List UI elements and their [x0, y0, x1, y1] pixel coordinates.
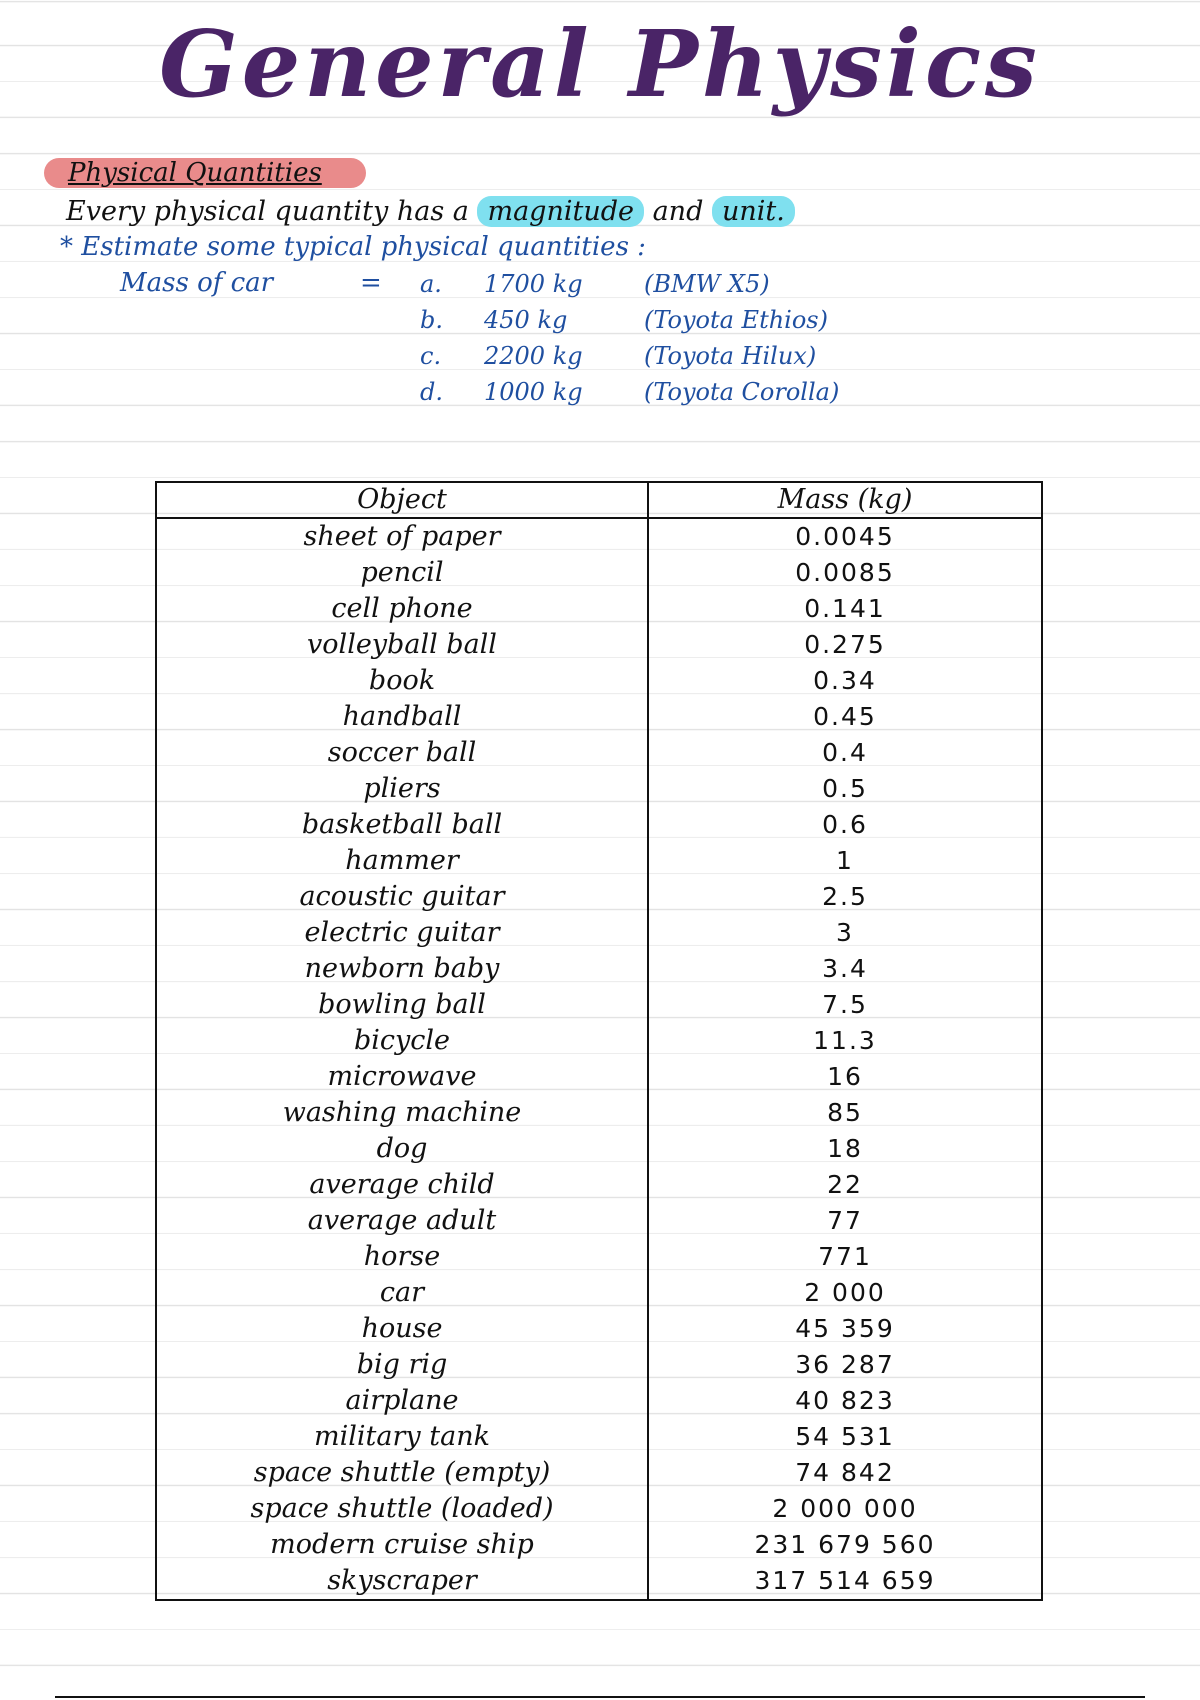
mass-cell: 0.141	[804, 594, 886, 623]
option-key: c.	[420, 342, 442, 370]
option-value: 1000 kg	[484, 378, 583, 406]
object-cell: hammer	[156, 843, 648, 879]
table-row	[156, 518, 1042, 555]
object-cell: pliers	[156, 771, 648, 807]
option-value: 2200 kg	[484, 342, 583, 370]
option-key: b.	[420, 306, 443, 334]
option-c	[420, 342, 816, 370]
table-row	[156, 699, 1042, 735]
object-cell: average child	[156, 1167, 648, 1203]
mass-cell: 74 842	[795, 1458, 895, 1487]
table-row	[156, 1131, 1042, 1167]
mass-cell: 11.3	[813, 1026, 877, 1055]
table-row	[156, 987, 1042, 1023]
mass-cell: 0.4	[822, 738, 868, 767]
object-cell: skyscraper	[156, 1563, 648, 1600]
option-b	[420, 306, 828, 334]
option-value: 1700 kg	[484, 270, 583, 298]
object-cell: space shuttle (loaded)	[156, 1491, 648, 1527]
table-row	[156, 771, 1042, 807]
section-heading: Physical Quantities	[44, 158, 366, 188]
highlight-unit: unit.	[712, 196, 795, 227]
table-row	[156, 1203, 1042, 1239]
mass-cell: 0.0045	[795, 522, 895, 551]
object-cell: sheet of paper	[156, 518, 648, 555]
object-cell: car	[156, 1275, 648, 1311]
object-cell: bicycle	[156, 1023, 648, 1059]
option-d	[420, 378, 839, 406]
object-cell: handball	[156, 699, 648, 735]
statement-connector: and	[644, 196, 712, 227]
mass-cell: 0.6	[822, 810, 868, 839]
table-row	[156, 951, 1042, 987]
mass-cell: 40 823	[795, 1386, 895, 1415]
option-note: (BMW X5)	[644, 270, 770, 298]
object-cell: average adult	[156, 1203, 648, 1239]
mass-cell: 771	[818, 1242, 872, 1271]
mass-table	[155, 481, 1043, 1601]
table-row	[156, 1455, 1042, 1491]
object-cell: space shuttle (empty)	[156, 1455, 648, 1491]
table-row	[156, 807, 1042, 843]
object-cell: newborn baby	[156, 951, 648, 987]
column-header-object: Object	[156, 482, 648, 518]
object-cell: pencil	[156, 555, 648, 591]
mass-cell: 2 000 000	[772, 1494, 918, 1523]
object-cell: washing machine	[156, 1095, 648, 1131]
object-cell: book	[156, 663, 648, 699]
bottom-divider	[55, 1696, 1145, 1698]
table-body	[156, 518, 1042, 1600]
mass-cell: 16	[827, 1062, 863, 1091]
table-row	[156, 879, 1042, 915]
option-note: (Toyota Hilux)	[644, 342, 817, 370]
mass-of-car-label: Mass of car	[120, 268, 274, 298]
option-key: d.	[420, 378, 443, 406]
page-title: General Physics	[159, 10, 1041, 118]
mass-cell: 36 287	[795, 1350, 895, 1379]
table-row	[156, 1275, 1042, 1311]
mass-cell: 0.34	[813, 666, 877, 695]
option-value: 450 kg	[484, 306, 568, 334]
object-cell: airplane	[156, 1383, 648, 1419]
table-row	[156, 1023, 1042, 1059]
table-row	[156, 735, 1042, 771]
mass-cell: 54 531	[795, 1422, 895, 1451]
object-cell: horse	[156, 1239, 648, 1275]
equals-sign: =	[360, 268, 382, 298]
mass-cell: 45 359	[795, 1314, 895, 1343]
table-row	[156, 1563, 1042, 1600]
mass-cell: 85	[827, 1098, 863, 1127]
mass-cell: 317 514 659	[754, 1566, 936, 1595]
object-cell: dog	[156, 1131, 648, 1167]
mass-cell: 1	[836, 846, 854, 875]
object-cell: basketball ball	[156, 807, 648, 843]
mass-cell: 18	[827, 1134, 863, 1163]
table-row	[156, 1491, 1042, 1527]
mass-cell: 0.5	[822, 774, 868, 803]
mass-cell: 7.5	[822, 990, 868, 1019]
mass-cell: 0.275	[804, 630, 886, 659]
table-row	[156, 627, 1042, 663]
mass-cell: 0.45	[813, 702, 877, 731]
table-row	[156, 555, 1042, 591]
table-row	[156, 1419, 1042, 1455]
option-note: (Toyota Ethios)	[644, 306, 828, 334]
table-row	[156, 591, 1042, 627]
definition-statement	[66, 196, 795, 227]
mass-cell: 3	[836, 918, 854, 947]
option-note: (Toyota Corolla)	[644, 378, 840, 406]
object-cell: microwave	[156, 1059, 648, 1095]
object-cell: bowling ball	[156, 987, 648, 1023]
object-cell: soccer ball	[156, 735, 648, 771]
table-row	[156, 1167, 1042, 1203]
table-row	[156, 1059, 1042, 1095]
mass-cell: 77	[827, 1206, 863, 1235]
object-cell: house	[156, 1311, 648, 1347]
statement-text: Every physical quantity has a	[66, 196, 478, 227]
table-row	[156, 1239, 1042, 1275]
object-cell: acoustic guitar	[156, 879, 648, 915]
table-row	[156, 1347, 1042, 1383]
estimate-heading: * Estimate some typical physical quantities :	[60, 232, 646, 262]
option-a	[420, 270, 770, 298]
object-cell: modern cruise ship	[156, 1527, 648, 1563]
mass-cell: 22	[827, 1170, 863, 1199]
table-row	[156, 1095, 1042, 1131]
table-row	[156, 843, 1042, 879]
object-cell: cell phone	[156, 591, 648, 627]
table-row	[156, 1311, 1042, 1347]
mass-cell: 2.5	[822, 882, 868, 911]
mass-cell: 0.0085	[795, 558, 895, 587]
table-header-row	[156, 482, 1042, 518]
column-header-mass: Mass (kg)	[648, 482, 1042, 518]
object-cell: military tank	[156, 1419, 648, 1455]
option-key: a.	[420, 270, 442, 298]
table-row	[156, 663, 1042, 699]
mass-cell: 231 679 560	[754, 1530, 936, 1559]
object-cell: volleyball ball	[156, 627, 648, 663]
object-cell: electric guitar	[156, 915, 648, 951]
highlight-magnitude: magnitude	[477, 196, 644, 227]
mass-cell: 3.4	[822, 954, 868, 983]
object-cell: big rig	[156, 1347, 648, 1383]
table-row	[156, 1527, 1042, 1563]
table-row	[156, 1383, 1042, 1419]
mass-cell: 2 000	[804, 1278, 886, 1307]
table-row	[156, 915, 1042, 951]
